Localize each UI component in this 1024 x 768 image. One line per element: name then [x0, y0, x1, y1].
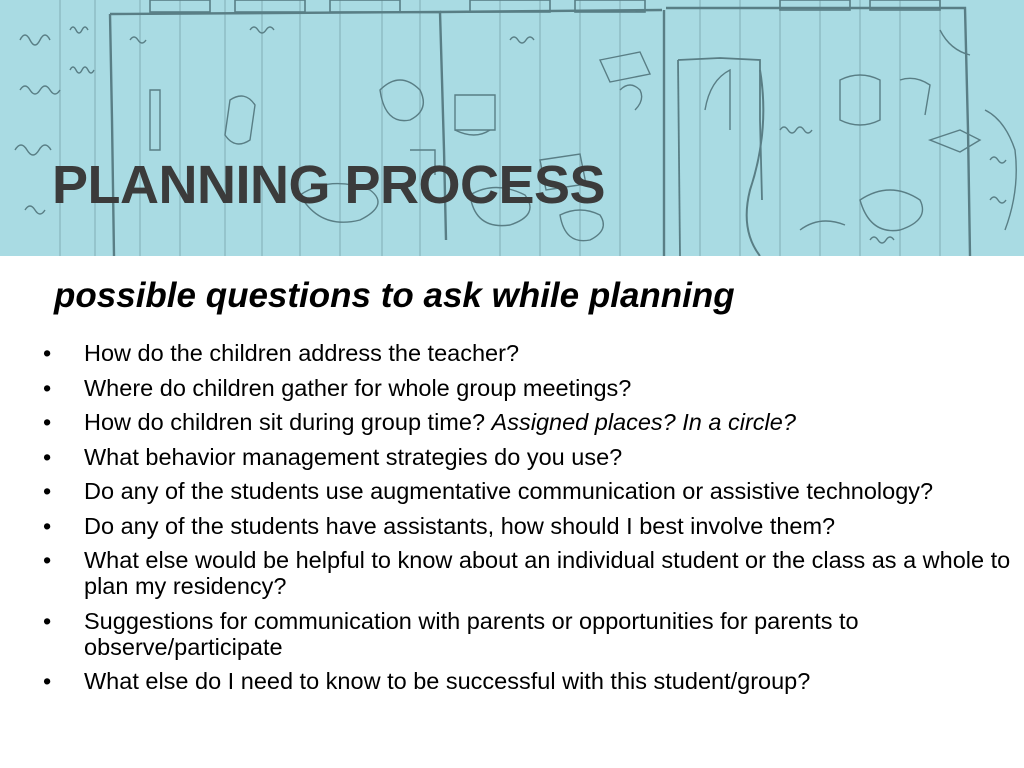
question-text: What else would be helpful to know about an individual student or the class as a whole to plan my residency?: [84, 547, 1011, 599]
question-text: Suggestions for communication with parents or opportunities for parents to observe/participate: [84, 607, 859, 660]
question-emphasis: Assigned places? In a circle?: [491, 409, 796, 435]
floor-plan-sketch-banner: [0, 0, 1024, 256]
bullet-icon: •: [43, 443, 52, 470]
list-item: [40, 608, 1024, 660]
bullet-icon: •: [43, 547, 52, 573]
list-item: [40, 547, 1024, 599]
slide-title: PLANNING PROCESS: [52, 155, 606, 215]
list-item: [40, 513, 1024, 539]
question-text: How do children sit during group time?: [84, 409, 486, 435]
question-text: What behavior management strategies do you use?: [84, 443, 623, 470]
planning-questions-list: [40, 340, 1024, 703]
question-text: Do any of the students have assistants, how should I best involve them?: [84, 512, 836, 539]
question-text: What else do I need to know to be successful with this student/group?: [84, 668, 811, 694]
list-item: [40, 668, 1024, 694]
bullet-icon: •: [43, 607, 52, 634]
list-item: [40, 340, 1024, 366]
bullet-icon: •: [43, 374, 52, 401]
bullet-icon: •: [43, 512, 52, 539]
list-item: [40, 478, 1024, 504]
bullet-icon: •: [43, 409, 52, 435]
bullet-icon: •: [43, 340, 52, 366]
question-text: Do any of the students use augmentative communication or assistive technology?: [84, 478, 934, 504]
bullet-icon: •: [43, 668, 52, 694]
slide-subtitle: possible questions to ask while planning: [54, 276, 735, 315]
list-item: [40, 409, 1024, 435]
bullet-icon: •: [43, 478, 52, 504]
list-item: [40, 375, 1024, 401]
list-item: [40, 444, 1024, 470]
question-text: Where do children gather for whole group meetings?: [84, 374, 632, 401]
question-text: How do the children address the teacher?: [84, 340, 520, 366]
